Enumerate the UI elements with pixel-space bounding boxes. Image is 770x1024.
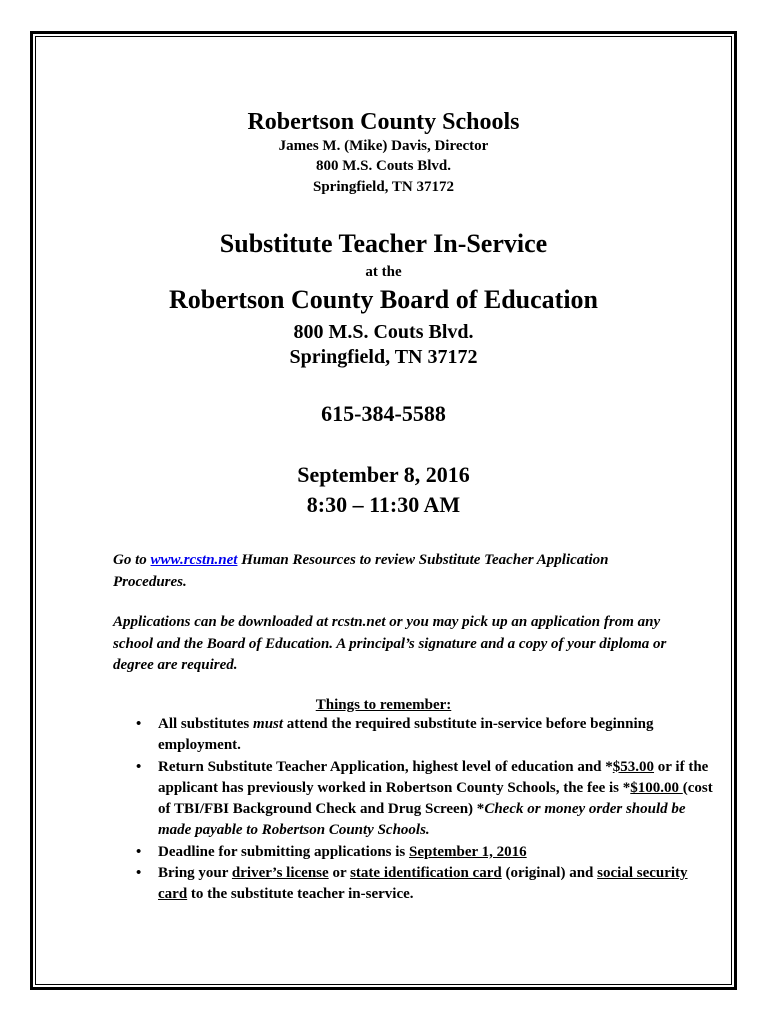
- list-item: [136, 714, 718, 757]
- list-item: [136, 757, 718, 842]
- director-line: James M. (Mike) Davis, Director: [278, 138, 489, 154]
- list-item: [136, 863, 718, 906]
- instructions-paragraph-2: Applications can be downloaded at rcstn.net or you may pick up an application from any school and the Board of Education. A principal’s signature and a copy of your diploma or degree are required.: [113, 614, 667, 673]
- rcstn-link[interactable]: www.rcstn.net: [150, 552, 238, 568]
- org-address-line1: 800 M.S. Couts Blvd.: [315, 158, 452, 174]
- event-venue: Robertson County Board of Education: [168, 285, 599, 314]
- bullet-icon: •: [136, 865, 142, 882]
- org-address-line2: Springfield, TN 37172: [313, 179, 454, 195]
- item1-text-b: attend the required substitute in-service before beginning employment.: [158, 716, 654, 754]
- item2-text-c: (cost of TBI/FBI Background Check and Drug Screen) *: [158, 779, 713, 818]
- item4-text-a: Bring your: [158, 865, 232, 882]
- list-item: [136, 842, 718, 863]
- item4-text-b: or: [328, 865, 351, 882]
- item4-text-c: (original) and: [501, 865, 598, 882]
- instructions-p1-suffix: Human Resources to review Substitute Teacher Application Procedures.: [113, 552, 609, 590]
- event-title: Substitute Teacher In-Service: [219, 229, 548, 258]
- item3-text-a: Deadline for submitting applications is: [158, 843, 410, 860]
- org-name: Robertson County Schools: [247, 109, 520, 135]
- item4-text-d: to the substitute teacher in-service.: [187, 886, 414, 903]
- drivers-license: driver’s license: [231, 865, 329, 882]
- item1-must: must: [253, 716, 284, 732]
- bullet-icon: •: [136, 758, 142, 775]
- event-time: 8:30 – 11:30 AM: [306, 492, 461, 517]
- event-date: September 8, 2016: [297, 462, 470, 487]
- item1-text-a: All substitutes: [158, 716, 254, 732]
- things-list: [130, 714, 718, 906]
- deadline-date: September 1, 2016: [409, 843, 527, 860]
- social-security-card: social security card: [158, 865, 688, 903]
- payment-note: Check or money order should be made payable to Robertson County Schools.: [158, 801, 686, 839]
- venue-address-line1: 800 M.S. Couts Blvd.: [293, 321, 474, 343]
- state-id-card: state identification card: [350, 865, 502, 882]
- event-phone: 615-384-5588: [321, 401, 446, 426]
- event-at-the: at the: [365, 264, 402, 280]
- things-heading: Things to remember:: [315, 697, 452, 713]
- item2-text-a: Return Substitute Teacher Application, highest level of education and *: [158, 758, 613, 775]
- bullet-icon: •: [136, 843, 142, 860]
- fee-100: $100.00: [630, 779, 683, 796]
- bullet-icon: •: [136, 716, 142, 732]
- instructions-paragraph-1: [113, 550, 673, 593]
- instructions-p1-prefix: Go to: [113, 552, 151, 568]
- item2-text-b: or if the applicant has previously worked in Robertson County Schools, the fee is *: [158, 758, 709, 796]
- fee-53: $53.00: [612, 758, 655, 775]
- venue-address-line2: Springfield, TN 37172: [289, 346, 478, 368]
